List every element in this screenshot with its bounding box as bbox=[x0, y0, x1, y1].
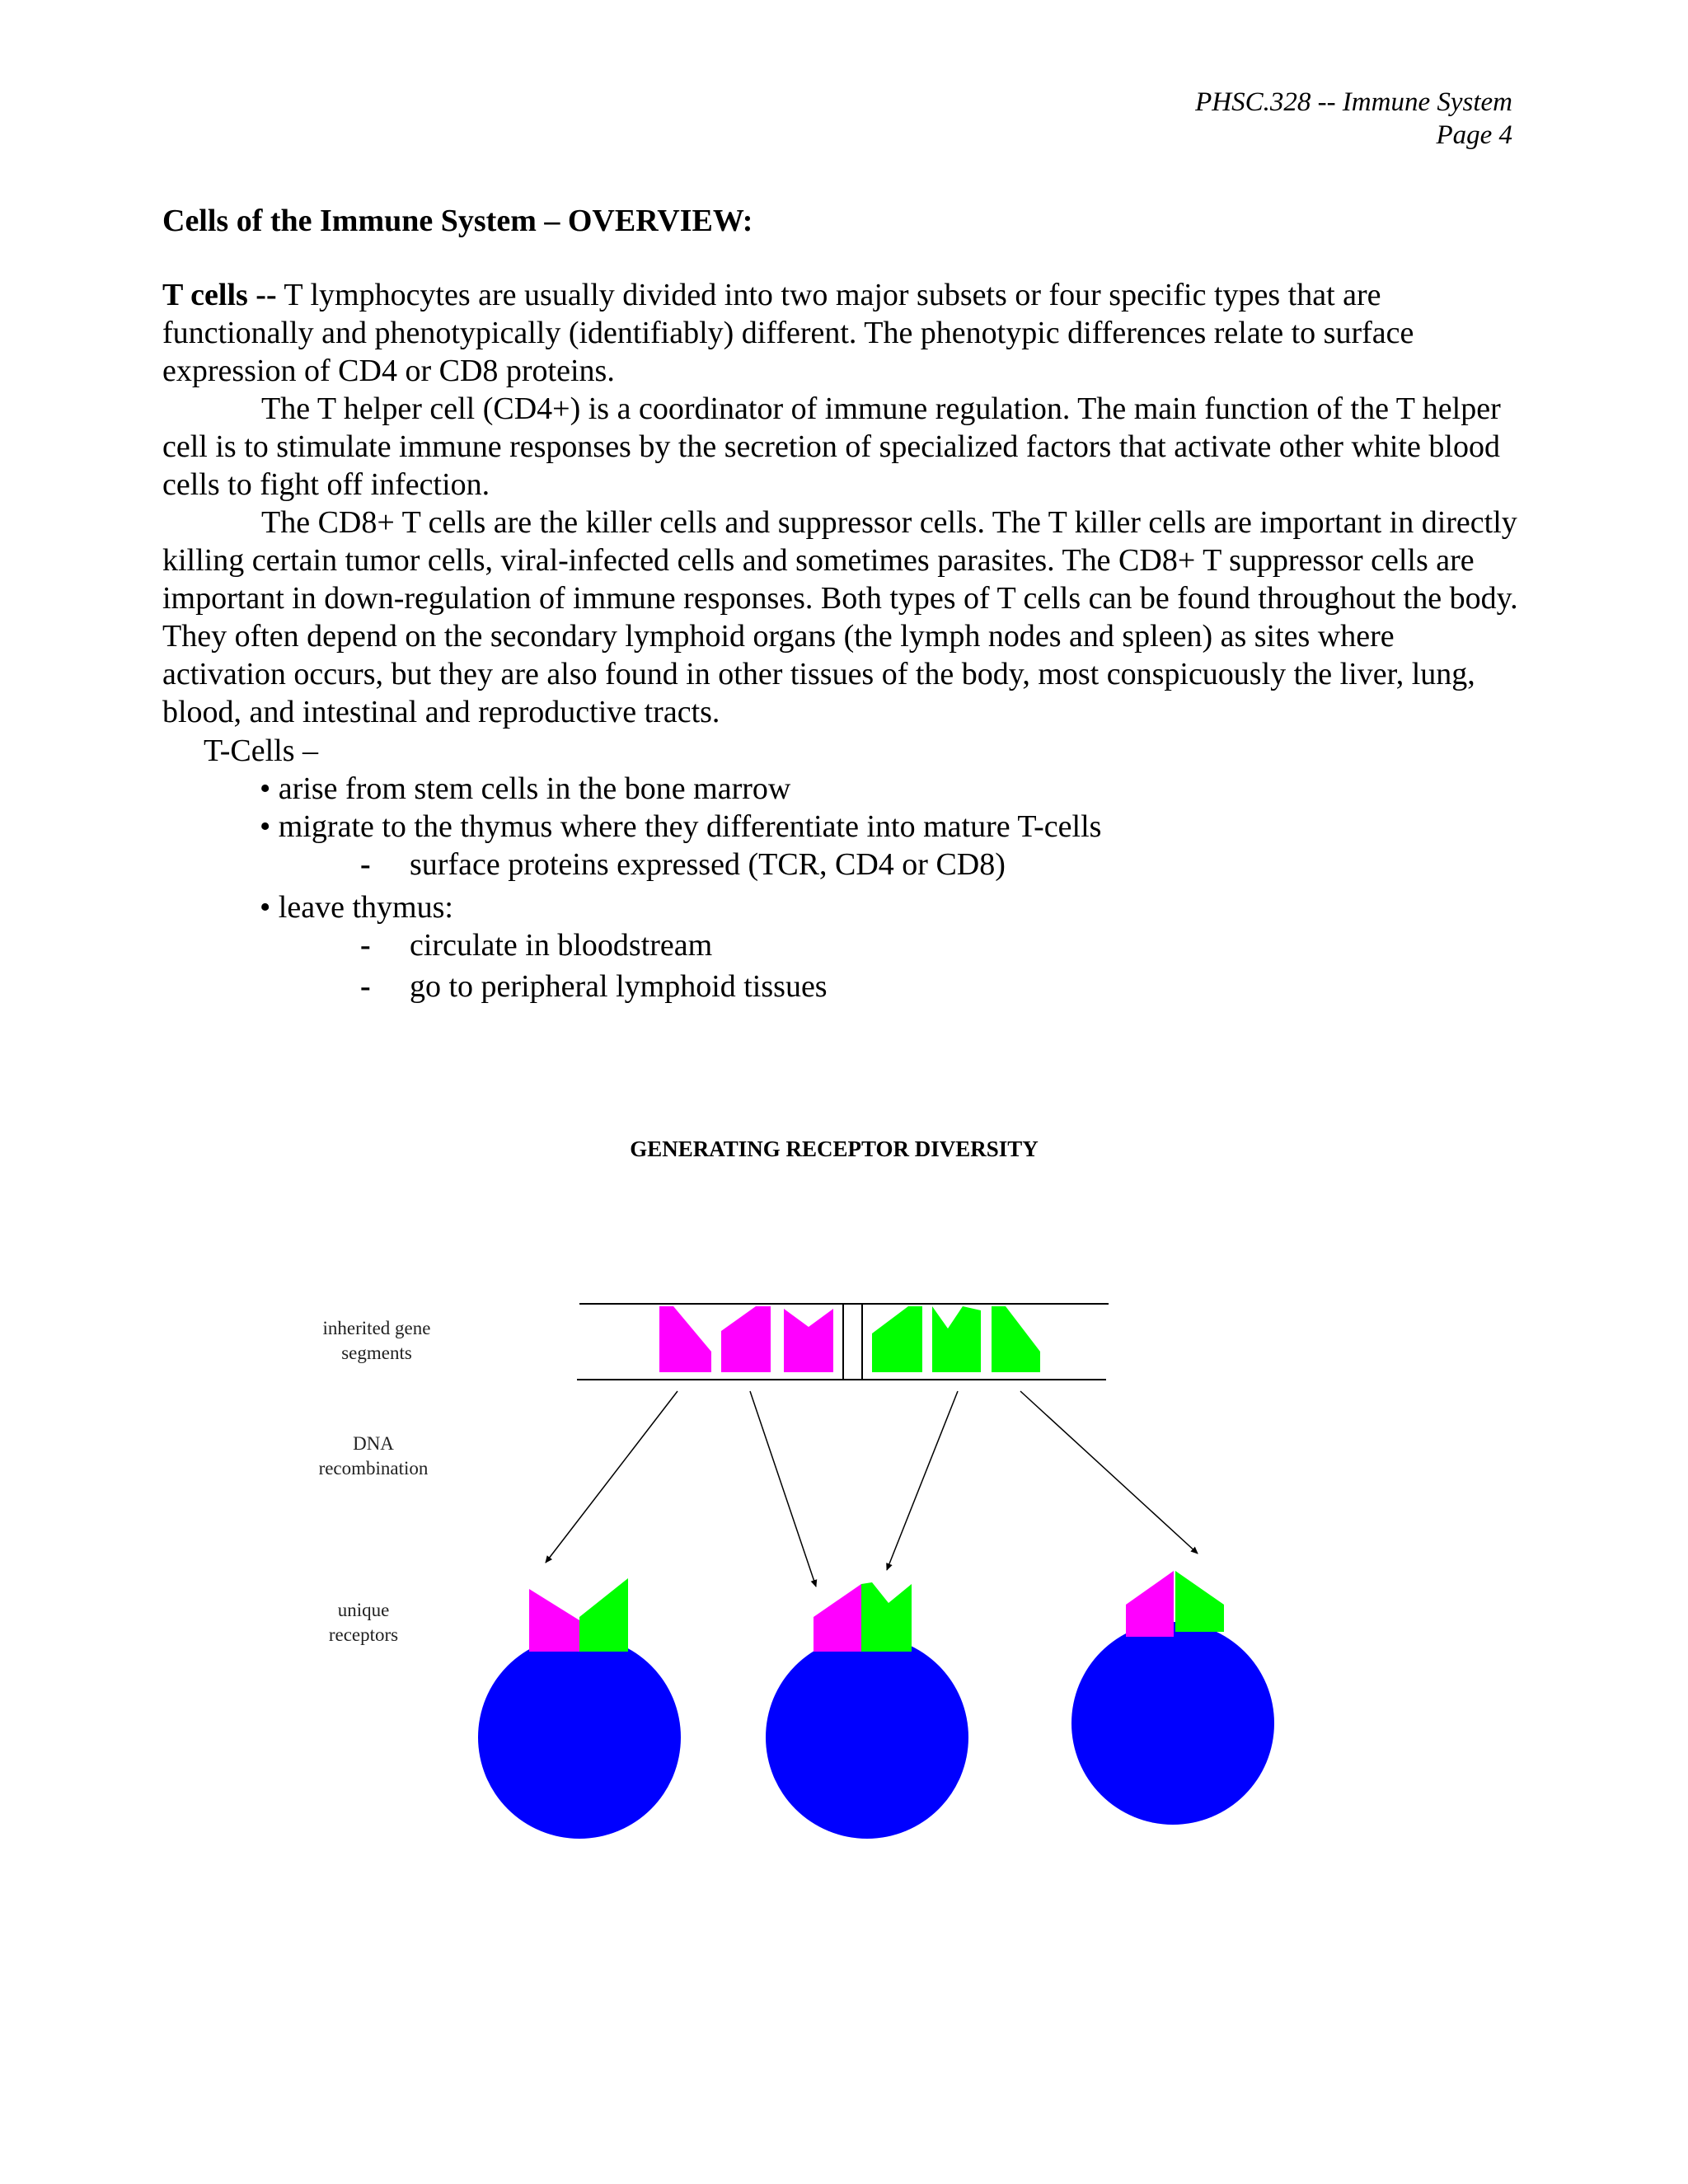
recombination-arrow bbox=[750, 1391, 816, 1586]
receptor-2-magenta bbox=[814, 1584, 861, 1652]
t-cell-3 bbox=[1071, 1622, 1274, 1825]
t-cell-1 bbox=[478, 1636, 681, 1839]
receptor-1-green bbox=[579, 1578, 628, 1652]
receptor-1-magenta bbox=[529, 1589, 579, 1652]
recombination-arrow bbox=[1020, 1391, 1198, 1554]
dash-marker: - bbox=[360, 847, 371, 882]
dash-marker: - bbox=[360, 928, 371, 963]
label-unique-line2: receptors bbox=[328, 1624, 399, 1645]
course-title: PHSC.328 -- Immune System bbox=[1195, 87, 1512, 117]
intro-lead: T cells -- bbox=[162, 278, 277, 312]
recombination-arrow bbox=[546, 1391, 678, 1563]
gene-segment-magenta-2 bbox=[721, 1306, 771, 1372]
gene-segment-green-1 bbox=[872, 1306, 922, 1372]
label-inherited-line2: segments bbox=[341, 1343, 412, 1363]
label-unique-line1: unique bbox=[337, 1600, 390, 1620]
receptor-2-green bbox=[861, 1582, 912, 1652]
gene-segment-magenta-3 bbox=[784, 1309, 833, 1372]
label-dna-line1: DNA bbox=[353, 1433, 394, 1454]
tcells-label: T-Cells – bbox=[204, 733, 318, 768]
label-inherited-line1: inherited gene bbox=[322, 1318, 431, 1338]
label-dna-line2: recombination bbox=[318, 1458, 429, 1479]
gene-segment-magenta-1 bbox=[659, 1306, 711, 1372]
gene-segment-green-2 bbox=[932, 1306, 981, 1372]
diagram-title: GENERATING RECEPTOR DIVERSITY bbox=[630, 1137, 1039, 1161]
sub-list-text: surface proteins expressed (TCR, CD4 or CD8) bbox=[410, 847, 1006, 882]
receptor-3-magenta bbox=[1126, 1571, 1174, 1637]
section-heading: Cells of the Immune System – OVERVIEW: bbox=[162, 204, 753, 238]
gene-segment-green-3 bbox=[992, 1306, 1040, 1372]
list-item: • arise from stem cells in the bone marrow bbox=[260, 771, 791, 806]
helper-paragraph: The T helper cell (CD4+) is a coordinator of immune regulation. The main function of the T helper cell is to stimulate immune responses by the secretion of specialized factors that activate other white blood cells to fight off infection. bbox=[162, 391, 1501, 502]
sub-list-text: circulate in bloodstream bbox=[410, 928, 713, 963]
page-number: Page 4 bbox=[1436, 120, 1512, 150]
list-item: • migrate to the thymus where they differentiate into mature T-cells bbox=[260, 809, 1102, 844]
list-item: • leave thymus: bbox=[260, 890, 453, 925]
intro-text: T lymphocytes are usually divided into two major subsets or four specific types that are functionally and phenotypically (identifiably) different. The phenotypic differences relate to surface expression of CD4 or CD8 proteins. bbox=[162, 278, 1414, 388]
receptor-3-green bbox=[1175, 1571, 1224, 1632]
sub-list-text: go to peripheral lymphoid tissues bbox=[410, 969, 828, 1004]
dash-marker: - bbox=[360, 969, 371, 1004]
cd8-paragraph: The CD8+ T cells are the killer cells and suppressor cells. The T killer cells are important in directly killing certain tumor cells, viral-infected cells and sometimes parasites. The CD8+ T suppressor cells are important in down-regulation of immune responses. Both types of T cells can be found throughout the body. They often depend on the secondary lymphoid organs (the lymph nodes and spleen) as sites where activation occurs, but they are also found in other tissues of the body, most conspicuously the liver, lung, blood, and intestinal and reproductive tracts. bbox=[162, 505, 1518, 729]
recombination-arrow bbox=[887, 1391, 958, 1570]
t-cell-2 bbox=[766, 1636, 968, 1839]
